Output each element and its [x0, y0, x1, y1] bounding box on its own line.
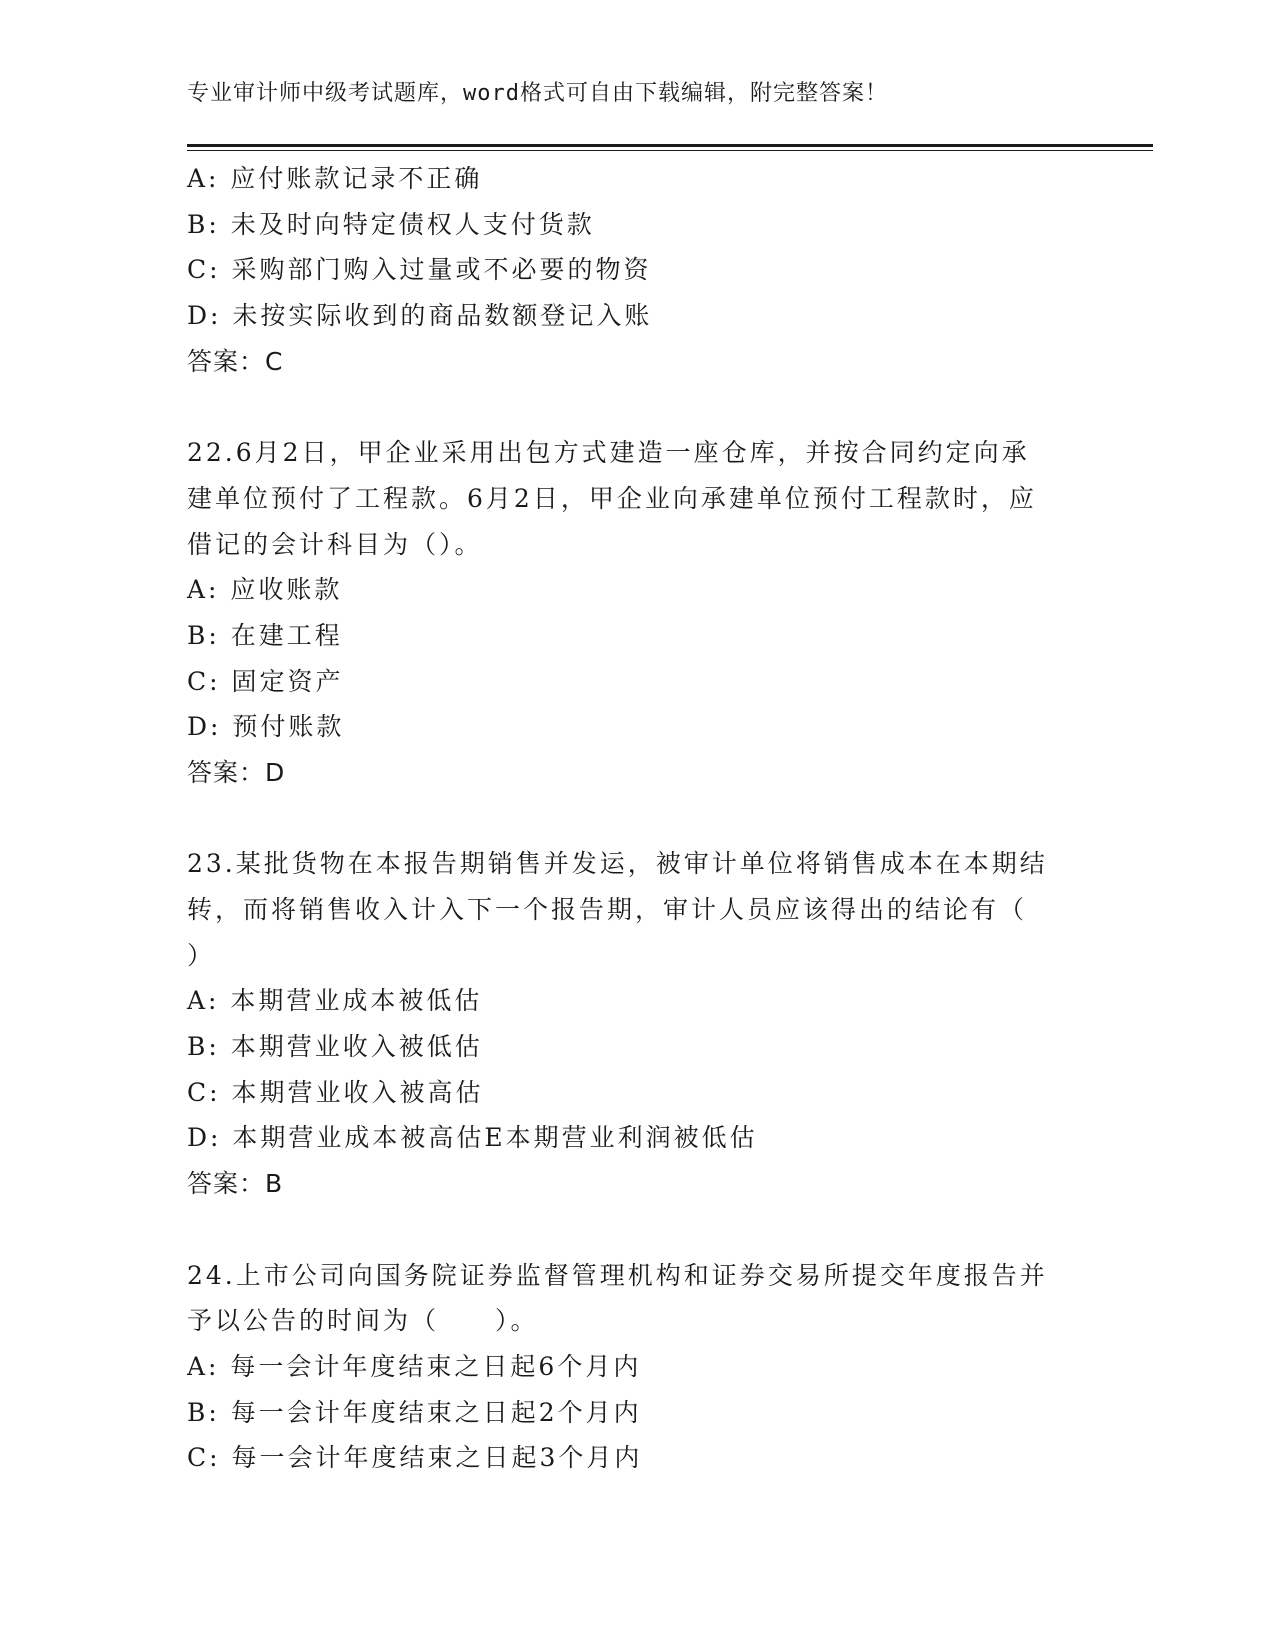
- option-b: B: 未及时向特定债权人支付货款: [187, 209, 595, 239]
- answer: 答案：B: [187, 1169, 284, 1199]
- option-a: A: 应收账款: [187, 575, 343, 605]
- option-a: A: 本期营业成本被低估: [187, 986, 483, 1016]
- question-stem-line: 22.6月2日，甲企业采用出包方式建造一座仓库，并按合同约定向承: [187, 438, 1030, 468]
- question-stem-line: 23.某批货物在本报告期销售并发运，被审计单位将销售成本在本期结: [187, 849, 1048, 879]
- question-24: [187, 1253, 1087, 1481]
- option-b: B: 本期营业收入被低估: [187, 1032, 483, 1062]
- option-b: B: 在建工程: [187, 620, 343, 650]
- option-c: C: 采购部门购入过量或不必要的物资: [187, 255, 652, 285]
- question-stem-line: ）: [187, 940, 216, 970]
- question-21: [187, 156, 1087, 384]
- question-23: [187, 841, 1087, 1207]
- document-body: [187, 156, 1087, 1481]
- header-rule-thin: [187, 150, 1153, 151]
- question-stem-line: 转，而将销售收入计入下一个报告期，审计人员应该得出的结论有（: [187, 895, 1028, 924]
- question-22: [187, 430, 1087, 796]
- option-a: A: 每一会计年度结束之日起6个月内: [187, 1351, 642, 1381]
- option-d: D: 未按实际收到的商品数额登记入账: [187, 301, 653, 331]
- option-a: A: 应付账款记录不正确: [187, 164, 483, 193]
- question-stem-line: 24.上市公司向国务院证券监督管理机构和证券交易所提交年度报告并: [187, 1260, 1048, 1290]
- answer: 答案：D: [187, 757, 286, 787]
- header-rule-thick: [187, 144, 1153, 147]
- question-stem-line: 予以公告的时间为（ ）。: [187, 1306, 539, 1336]
- question-stem-line: 建单位预付了工程款。6月2日，甲企业向承建单位预付工程款时，应: [187, 483, 1037, 513]
- option-b: B: 每一会计年度结束之日起2个月内: [187, 1397, 642, 1427]
- question-stem-line: 借记的会计科目为（）。: [187, 529, 483, 559]
- answer: 答案：C: [187, 346, 284, 376]
- page-header: 专业审计师中级考试题库，word格式可自由下载编辑，附完整答案！: [187, 81, 888, 106]
- option-c: C: 每一会计年度结束之日起3个月内: [187, 1443, 643, 1473]
- option-d: D: 本期营业成本被高估E本期营业利润被低估: [187, 1123, 758, 1153]
- option-c: C: 固定资产: [187, 666, 344, 696]
- option-d: D: 预付账款: [187, 712, 345, 742]
- option-c: C: 本期营业收入被高估: [187, 1077, 484, 1107]
